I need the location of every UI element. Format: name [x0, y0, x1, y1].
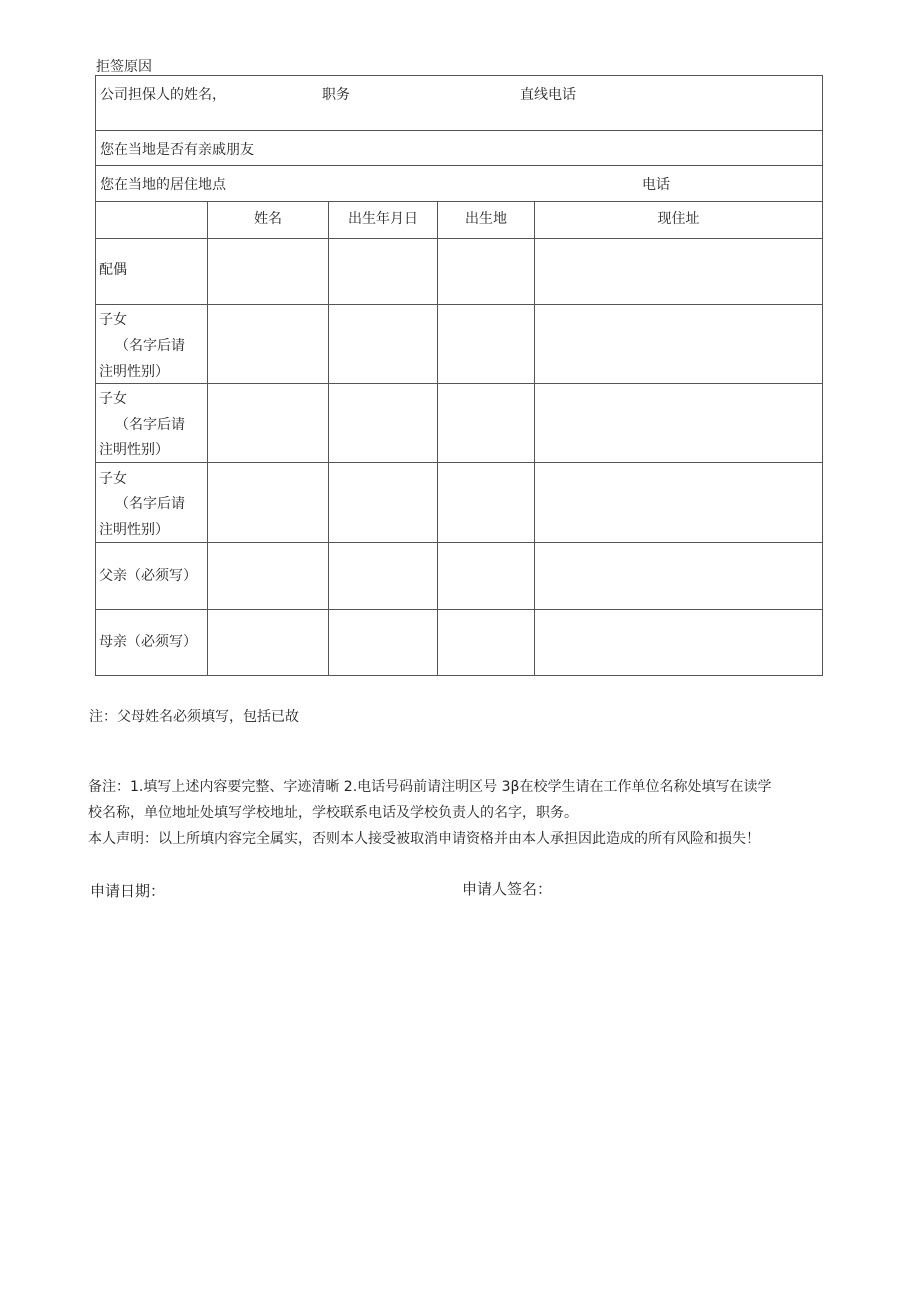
row-label-child-note: （名字后请	[115, 496, 185, 512]
column-header-birth-date: 出生年月日	[348, 211, 418, 227]
remarks-line-2: 校名称，单位地址处填写学校地址，学校联系电话及学校负责人的名字，职务。	[88, 805, 578, 821]
row-label-child: 子女	[99, 471, 127, 487]
application-date-label: 申请日期：	[90, 882, 166, 900]
column-header-name: 姓名	[254, 211, 282, 227]
applicant-signature-label: 申请人签名：	[462, 880, 553, 898]
refusal-reason-label: 拒签原因	[96, 59, 152, 75]
guarantor-direct-phone-label: 直线电话	[520, 87, 576, 103]
row-label-child-note: （名字后请	[115, 338, 185, 354]
row-label-child-note: （名字后请	[115, 417, 185, 433]
relatives-question: 您在当地是否有亲戚朋友	[100, 142, 254, 158]
row-label-spouse: 配偶	[99, 262, 127, 278]
row-label-mother: 母亲（必须写）	[99, 634, 197, 650]
remarks-line-1: 备注：1.填写上述内容要完整、字迹清晰 2.电话号码前请注明区号 3β在校学生请在工作单位名称处填写在读学	[88, 779, 772, 795]
column-header-birthplace: 出生地	[465, 211, 507, 227]
row-label-child: 子女	[99, 312, 127, 328]
local-phone-label: 电话	[642, 177, 670, 193]
local-residence-label: 您在当地的居住地点	[100, 177, 226, 193]
row-label-child: 子女	[99, 391, 127, 407]
column-header-current-address: 现住址	[657, 211, 700, 227]
parents-note: 注：父母姓名必须填写，包括已故	[89, 709, 299, 725]
row-label-father: 父亲（必须写）	[99, 568, 197, 584]
guarantor-name-label: 公司担保人的姓名，	[100, 87, 226, 103]
declaration: 本人声明：以上所填内容完全属实，否则本人接受被取消申请资格并由本人承担因此造成的所有风险和损失！	[88, 831, 760, 847]
guarantor-position-label: 职务	[322, 87, 350, 103]
row-label-child-note: 注明性别）	[99, 522, 169, 538]
row-label-child-note: 注明性别）	[99, 442, 169, 458]
row-label-child-note: 注明性别）	[99, 364, 169, 380]
